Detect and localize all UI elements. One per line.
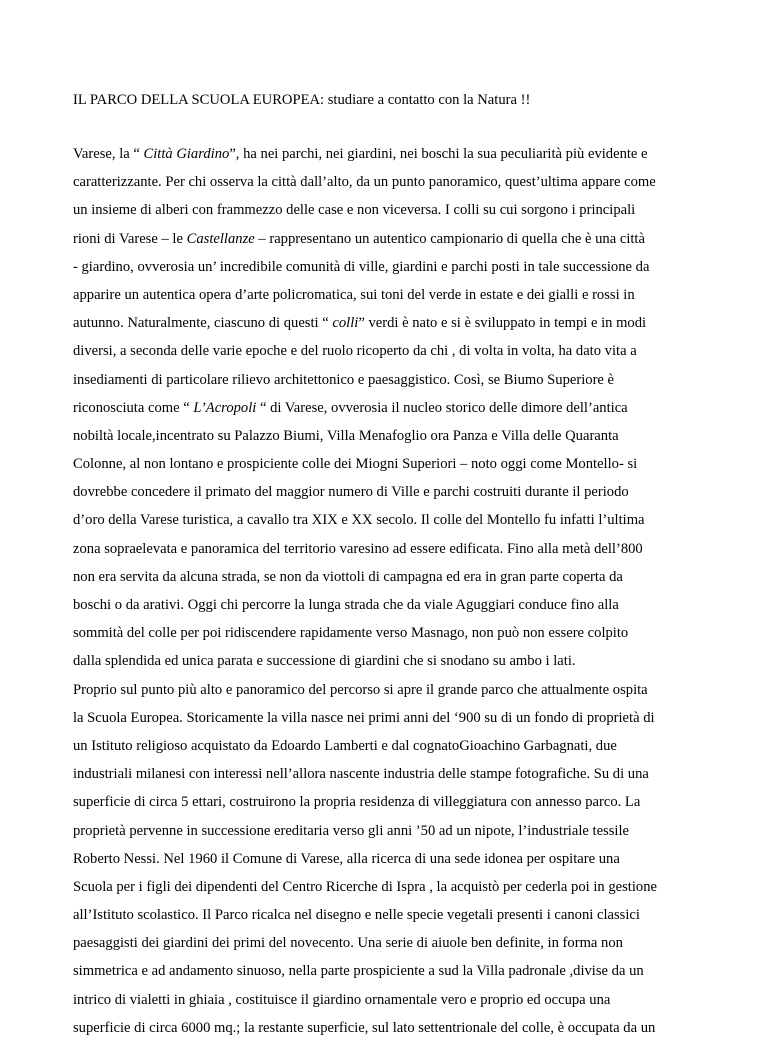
- body-line: [73, 929, 713, 957]
- body-line: [73, 506, 713, 534]
- body-line: [73, 450, 713, 478]
- body-line: [73, 196, 713, 224]
- body-line: [73, 1014, 713, 1042]
- body-text-segment: un insieme di alberi con frammezzo delle case e non viceversa. I colli su cui sorgono i principali: [73, 202, 636, 219]
- body-line: [73, 140, 713, 168]
- body-text-segment: Scuola per i figli dei dipendenti del Centro Ricerche di Ispra , la acquistò per cederla poi in gestione: [73, 878, 657, 895]
- body-line: [73, 478, 713, 506]
- body-line: [73, 957, 713, 985]
- body-text-segment: “ di Varese, ovverosia il nucleo storico delle dimore dell’antica: [256, 399, 628, 416]
- body-text-segment: dalla splendida ed unica parata e successione di giardini che si snodano su ambo i lati.: [73, 653, 576, 670]
- body-italic-term: L’Acropoli: [193, 399, 257, 416]
- body-text-segment: sommità del colle per poi ridiscendere rapidamente verso Masnago, non può non essere colpito: [73, 625, 629, 642]
- body-line: [73, 901, 713, 929]
- body-text-segment: all’Istituto scolastico. Il Parco ricalca nel disegno e nelle specie vegetali presenti i canoni classici: [73, 907, 640, 924]
- body-text-segment: la Scuola Europea. Storicamente la villa nasce nei primi anni del ‘900 su di un fondo di proprietà di: [73, 709, 655, 726]
- body-line: [73, 817, 713, 845]
- body-line: [73, 253, 713, 281]
- document-body: [73, 140, 713, 1042]
- document-title: IL PARCO DELLA SCUOLA EUROPEA: studiare a contatto con la Natura !!: [73, 92, 531, 108]
- body-line: [73, 845, 713, 873]
- body-italic-term: Castellanze: [186, 230, 255, 247]
- body-italic-term: colli: [332, 315, 359, 332]
- body-line: [73, 309, 713, 337]
- body-text-segment: proprietà pervenne in successione ereditaria verso gli anni ’50 ad un nipote, l’industriale tessile: [73, 822, 630, 839]
- body-line: [73, 591, 713, 619]
- body-text-segment: paesaggisti dei giardini dei primi del novecento. Una serie di aiuole ben definite, in forma non: [73, 935, 623, 952]
- body-line: [73, 366, 713, 394]
- body-text-segment: autunno. Naturalmente, ciascuno di questi “: [73, 315, 333, 332]
- body-text-segment: diversi, a seconda delle varie epoche e del ruolo ricoperto da chi , di volta in volta, ha dato vita a: [73, 343, 637, 360]
- body-text-segment: d’oro della Varese turistica, a cavallo tra XIX e XX secolo. Il colle del Montello fu infatti l’ultima: [73, 512, 645, 529]
- body-line: [73, 676, 713, 704]
- body-text-segment: riconosciuta come “: [73, 399, 194, 416]
- body-line: [73, 563, 713, 591]
- body-line: [73, 225, 713, 253]
- document-page: [73, 86, 713, 1042]
- body-text-segment: industriali milanesi con interessi nell’allora nascente industria delle stampe fotografiche. Su di una: [73, 766, 649, 783]
- body-line: [73, 760, 713, 788]
- body-line: [73, 535, 713, 563]
- body-line: [73, 986, 713, 1014]
- body-text-segment: ”, ha nei parchi, nei giardini, nei boschi la sua peculiarità più evidente e: [229, 146, 648, 162]
- body-line: [73, 873, 713, 901]
- body-text-segment: Colonne, al non lontano e prospiciente colle dei Miogni Superiori – noto oggi come Montello- si: [73, 456, 638, 473]
- body-text-segment: ” verdi è nato e si è sviluppato in tempi e in modi: [358, 315, 647, 332]
- body-text-segment: – rappresentano un autentico campionario di quella che è una città: [254, 230, 645, 247]
- body-text-segment: zona sopraelevata e panoramica del territorio varesino ad essere edificata. Fino alla metà dell’800: [73, 540, 643, 557]
- body-text-segment: insediamenti di particolare rilievo architettonico e paesaggistico. Così, se Biumo Superiore è: [73, 371, 615, 388]
- body-text-segment: Roberto Nessi. Nel 1960 il Comune di Varese, alla ricerca di una sede idonea per ospitare una: [73, 850, 620, 867]
- body-line: [73, 732, 713, 760]
- body-line: [73, 168, 713, 196]
- body-italic-term: Città Giardino: [143, 146, 230, 162]
- body-text-segment: caratterizzante. Per chi osserva la città dall’alto, da un punto panoramico, quest’ultima appare come: [73, 174, 656, 191]
- body-text-segment: un Istituto religioso acquistato da Edoardo Lamberti e dal cognatoGioachino Garbagnati, due: [73, 737, 617, 754]
- body-text-segment: nobiltà locale,incentrato su Palazzo Biumi, Villa Menafoglio ora Panza e Villa delle Quaranta: [73, 427, 619, 444]
- body-line: [73, 337, 713, 365]
- body-text-segment: boschi o da arativi. Oggi chi percorre la lunga strada che da viale Aguggiari conduce fino alla: [73, 597, 619, 613]
- body-text-segment: non era servita da alcuna strada, se non da viottoli di campagna ed era in gran parte coperta da: [73, 568, 623, 585]
- body-text-segment: superficie di circa 5 ettari, costruirono la propria residenza di villeggiatura con annesso parco. La: [73, 794, 641, 811]
- body-text-segment: apparire un autentica opera d’arte policromatica, sui toni del verde in estate e dei gialli e rossi in: [73, 286, 635, 303]
- body-line: [73, 281, 713, 309]
- body-text-segment: superficie di circa 6000 mq.; la restante superficie, sul lato settentrionale del colle, è occupata da un: [73, 1019, 656, 1036]
- body-text-segment: - giardino, ovverosia un’ incredibile comunità di ville, giardini e parchi posti in tale successione da: [73, 258, 650, 275]
- body-text-segment: Varese, la “: [73, 146, 144, 162]
- body-line: [73, 788, 713, 816]
- body-line: [73, 619, 713, 647]
- body-line: [73, 394, 713, 422]
- body-text-segment: intrico di vialetti in ghiaia , costituisce il giardino ornamentale vero e proprio ed occupa una: [73, 991, 611, 1008]
- body-line: [73, 704, 713, 732]
- body-text-segment: Proprio sul punto più alto e panoramico del percorso si apre il grande parco che attualmente ospita: [73, 681, 648, 698]
- body-text-segment: simmetrica e ad andamento sinuoso, nella parte prospiciente a sud la Villa padronale ,divise da un: [73, 963, 644, 980]
- body-line: [73, 647, 713, 675]
- body-text-segment: dovrebbe concedere il primato del maggior numero di Ville e parchi costruiti durante il periodo: [73, 484, 629, 501]
- body-text-segment: rioni di Varese – le: [73, 230, 187, 247]
- body-line: [73, 422, 713, 450]
